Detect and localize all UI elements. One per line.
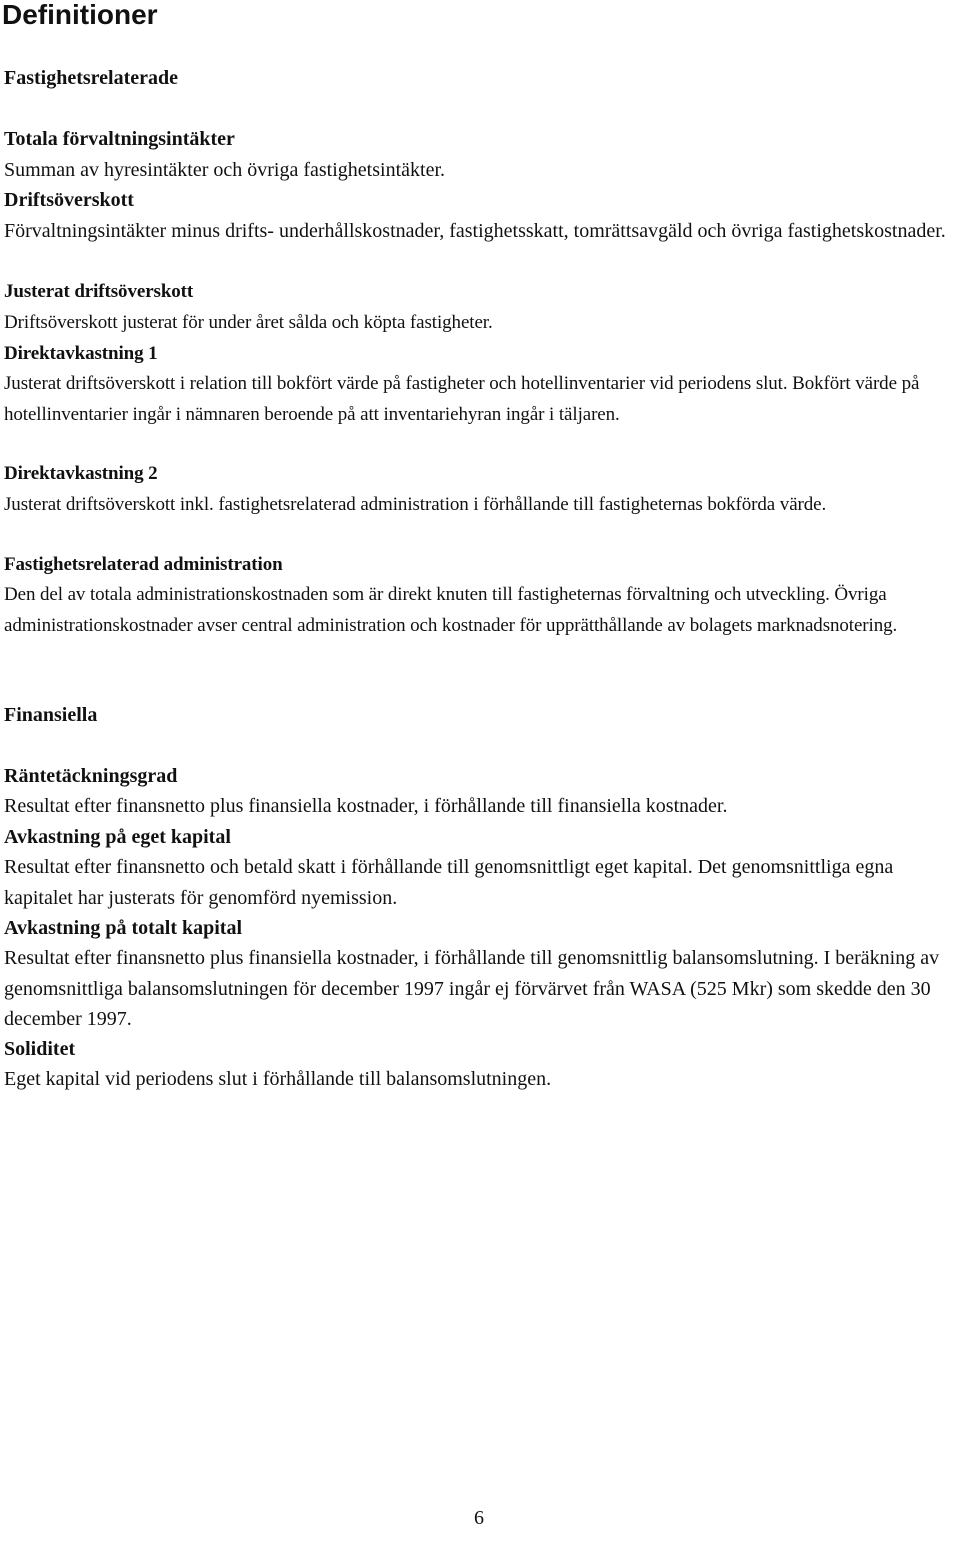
term-driftsoverskott: Driftsöverskott bbox=[4, 189, 134, 211]
term-direktavkastning-2: Direktavkastning 2 bbox=[4, 463, 158, 484]
term-soliditet: Soliditet bbox=[4, 1038, 76, 1060]
definition-driftsoverskott: Förvaltningsintäkter minus drifts- underhållskostnader, fastighetsskatt, tomrättsavgäld och övriga fastighetskostnader. bbox=[4, 220, 946, 242]
term-fastighetsrelaterad-administration: Fastighetsrelaterad administration bbox=[4, 554, 283, 575]
term-avkastning-pa-eget-kapital: Avkastning på eget kapital bbox=[4, 826, 231, 848]
page-title: Definitioner bbox=[2, 0, 158, 30]
term-avkastning-pa-totalt-kapital: Avkastning på totalt kapital bbox=[4, 917, 243, 939]
term-justerat-driftsoverskott: Justerat driftsöverskott bbox=[4, 281, 194, 302]
term-direktavkastning-1: Direktavkastning 1 bbox=[4, 343, 158, 364]
definition-avkastning-pa-totalt-kapital: Resultat efter finansnetto plus finansiella kostnader, i förhållande till genomsnittlig balansomslutning. I beräkning av genomsnittliga balansomslutningen för december 1997 ingår ej förvärvet från WASA (525 Mkr) som skedde den 30 december 1997. bbox=[4, 947, 940, 1030]
definition-totala-forvaltningsintakter: Summan av hyresintäkter och övriga fastighetsintäkter. bbox=[4, 159, 445, 181]
section-title-finansiella: Finansiella bbox=[4, 704, 98, 726]
definition-fastighetsrelaterad-administration: Den del av totala administrationskostnaden som är direkt knuten till fastigheternas förvaltning och utveckling. Övriga administrationskostnader avser central administration och kostnader för upprätthållande av bolagets marknadsnotering. bbox=[4, 584, 898, 636]
definition-direktavkastning-2: Justerat driftsöverskott inkl. fastighetsrelaterad administration i förhållande till fastigheternas bokförda värde. bbox=[4, 494, 827, 515]
definition-rantetackningsgrad: Resultat efter finansnetto plus finansiella kostnader, i förhållande till finansiella kostnader. bbox=[4, 795, 728, 817]
term-totala-forvaltningsintakter: Totala förvaltningsintäkter bbox=[4, 128, 235, 150]
definition-soliditet: Eget kapital vid periodens slut i förhållande till balansomslutningen. bbox=[4, 1068, 552, 1090]
definition-avkastning-pa-eget-kapital: Resultat efter finansnetto och betald skatt i förhållande till genomsnittligt eget kapital. Det genomsnittliga egna kapitalet har justerats för genomförd nyemission. bbox=[4, 856, 894, 909]
definition-direktavkastning-1: Justerat driftsöverskott i relation till bokfört värde på fastigheter och hotellinventarier vid periodens slut. Bokfört värde på hotellinventarier ingår i nämnaren beroende på att inventariehyran ingår i täljaren. bbox=[4, 373, 920, 425]
page-number: 6 bbox=[474, 1507, 484, 1529]
section-title-fastighetsrelaterade: Fastighetsrelaterade bbox=[4, 67, 179, 89]
term-rantetackningsgrad: Räntetäckningsgrad bbox=[4, 765, 178, 787]
definition-justerat-driftsoverskott: Driftsöverskott justerat för under året sålda och köpta fastigheter. bbox=[4, 312, 493, 333]
